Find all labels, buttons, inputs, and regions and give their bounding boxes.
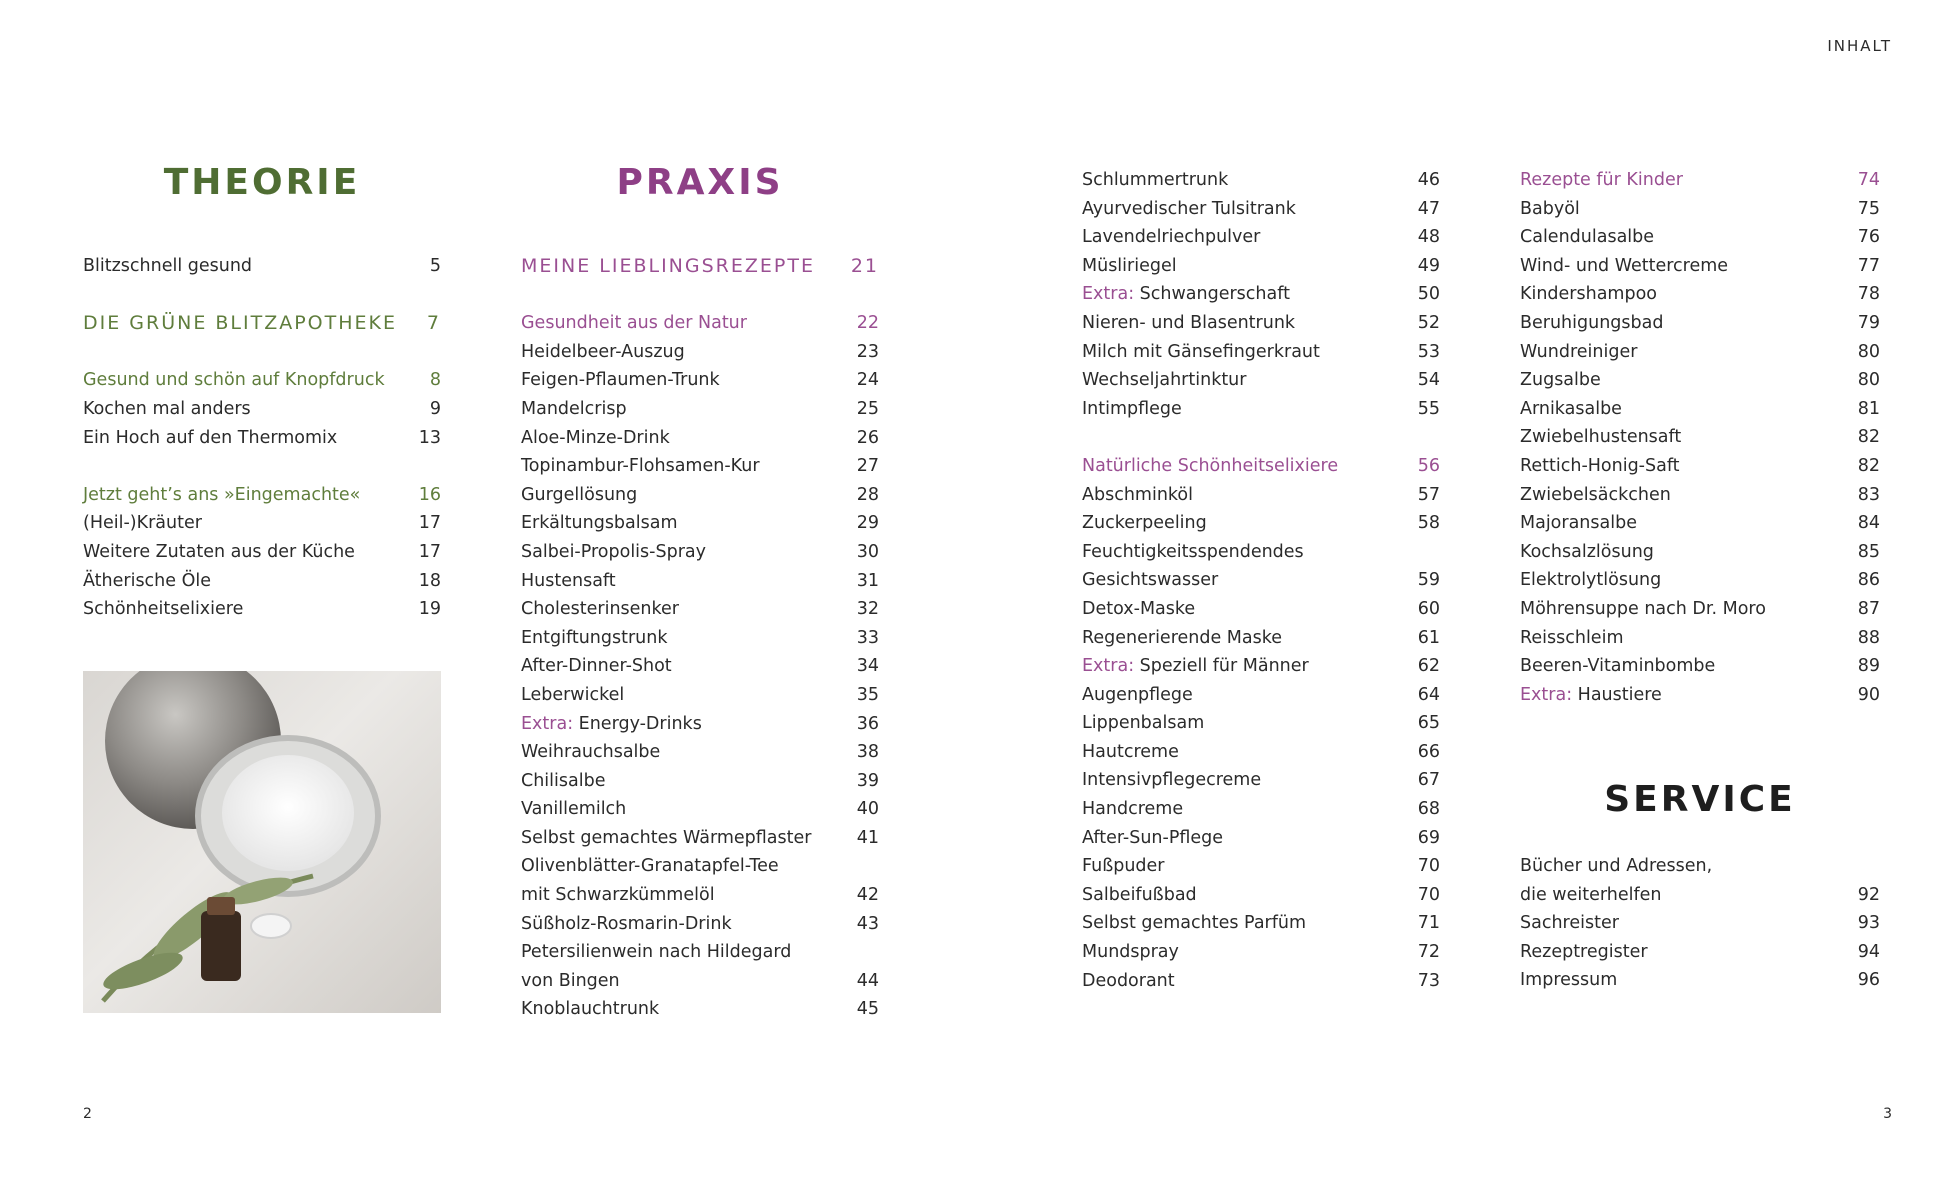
- toc-entry-page: 86: [1857, 570, 1880, 591]
- toc-entry-page: 39: [856, 770, 879, 791]
- toc-entry-page: 32: [856, 599, 879, 620]
- toc-entry-label: Zwiebelhustensaft: [1520, 427, 1682, 448]
- toc-entry-label: Petersilienwein nach Hildegard: [521, 942, 792, 963]
- extra-label: Haustiere: [1572, 684, 1662, 705]
- toc-entry[interactable]: [521, 338, 879, 367]
- toc-entry-label: [1520, 681, 1662, 710]
- toc-entry-page: 96: [1857, 970, 1880, 991]
- toc-entry-label: Süßholz-Rosmarin-Drink: [521, 913, 732, 934]
- toc-entry[interactable]: [1082, 395, 1440, 424]
- toc-entry-label: Ätherische Öle: [83, 570, 212, 591]
- toc-entry-label: Kochen mal anders: [83, 398, 251, 419]
- toc-entry-label: Beruhigungsbad: [1520, 312, 1664, 333]
- extra-prefix: Extra:: [1082, 656, 1135, 677]
- toc-entry-page: 67: [1417, 770, 1440, 791]
- toc-entry-page: 36: [856, 713, 879, 734]
- toc-entry-page: 66: [1417, 741, 1440, 762]
- toc-entry-label: Knoblauchtrunk: [521, 999, 660, 1020]
- toc-entry-page: 62: [1417, 656, 1440, 677]
- toc-entry[interactable]: [1520, 881, 1880, 910]
- toc-entry-page: 18: [418, 570, 441, 591]
- oil-bottle-neck: [207, 897, 235, 915]
- oil-bottle: [201, 911, 241, 981]
- toc-entry-label: Weitere Zutaten aus der Küche: [83, 541, 355, 562]
- toc-entry-label: Zwiebelsäckchen: [1520, 484, 1671, 505]
- toc-entry-page: 17: [418, 541, 441, 562]
- toc-entry-label: Schlummertrunk: [1082, 170, 1229, 190]
- toc-entry[interactable]: [521, 424, 879, 453]
- kinder-list: [1520, 166, 1880, 709]
- extra-prefix: Extra:: [1520, 684, 1573, 705]
- toc-entry-page: 30: [856, 541, 879, 562]
- toc-entry-label: Nieren- und Blasentrunk: [1082, 312, 1296, 333]
- toc-entry[interactable]: [83, 395, 441, 424]
- photo-illustration: [83, 671, 441, 1013]
- toc-entry[interactable]: [83, 567, 441, 596]
- toc-entry[interactable]: [521, 567, 879, 596]
- toc-entry[interactable]: [1520, 538, 1880, 567]
- toc-entry-label: Abschminköl: [1082, 484, 1193, 505]
- toc-entry-page: 68: [1417, 799, 1440, 820]
- page-number-right: 3: [1883, 1106, 1892, 1122]
- toc-entry-extra[interactable]: [1082, 280, 1440, 309]
- toc-entry-label: Hautcreme: [1082, 741, 1179, 762]
- toc-entry[interactable]: [1082, 766, 1440, 795]
- toc-entry-page: 16: [418, 484, 441, 505]
- toc-entry-label: Augenpflege: [1082, 684, 1193, 705]
- toc-entry[interactable]: [521, 910, 879, 939]
- section-label: INHALT: [1827, 37, 1892, 55]
- toc-entry[interactable]: [1520, 280, 1880, 309]
- toc-entry[interactable]: [1082, 595, 1440, 624]
- extra-prefix: Extra:: [1082, 284, 1135, 305]
- toc-entry[interactable]: [1520, 309, 1880, 338]
- toc-entry[interactable]: [1520, 452, 1880, 481]
- toc-entry-page: 55: [1417, 398, 1440, 419]
- toc-entry[interactable]: [1520, 395, 1880, 424]
- toc-entry-label: Salbei-Propolis-Spray: [521, 541, 706, 562]
- toc-entry-label: Impressum: [1520, 970, 1618, 991]
- toc-entry-extra[interactable]: [1520, 681, 1880, 710]
- toc-entry-page: 22: [856, 313, 879, 334]
- toc-entry-page: 50: [1417, 284, 1440, 305]
- toc-entry-page: 92: [1857, 884, 1880, 905]
- toc-entry-page: 74: [1857, 170, 1880, 190]
- toc-entry-label: Salbeifußbad: [1082, 884, 1197, 905]
- extra-prefix: Extra:: [521, 713, 574, 734]
- toc-entry-page: 48: [1417, 227, 1440, 248]
- toc-entry-page: 58: [1417, 513, 1440, 534]
- toc-entry[interactable]: [83, 595, 441, 624]
- toc-entry-page: 88: [1857, 627, 1880, 648]
- toc-entry-label: Erkältungsbalsam: [521, 513, 678, 534]
- toc-entry-label: Gesund und schön auf Knopfdruck: [83, 370, 385, 391]
- toc-entry[interactable]: [521, 852, 879, 881]
- toc-entry-page: 85: [1857, 541, 1880, 562]
- toc-entry-label: Lavendelriechpulver: [1082, 227, 1261, 248]
- toc-entry[interactable]: [1520, 652, 1880, 681]
- toc-entry-label: [1082, 652, 1309, 681]
- toc-entry[interactable]: [1082, 566, 1440, 595]
- toc-entry-label: DIE GRÜNE BLITZAPOTHEKE: [83, 312, 397, 335]
- toc-entry[interactable]: [521, 595, 879, 624]
- toc-entry[interactable]: [1082, 824, 1440, 853]
- toc-entry-label: Mandelcrisp: [521, 398, 627, 419]
- toc-entry-label: Babyöl: [1520, 198, 1580, 219]
- toc-entry[interactable]: [521, 481, 879, 510]
- toc-entry-page: 69: [1417, 827, 1440, 848]
- toc-entry-label: Gesundheit aus der Natur: [521, 313, 747, 334]
- toc-entry-label: Wind- und Wettercreme: [1520, 255, 1729, 276]
- theorie-heading: THEORIE: [163, 162, 361, 203]
- toc-entry[interactable]: [1082, 967, 1440, 996]
- toc-subsection[interactable]: [1520, 166, 1880, 195]
- toc-entry-page: 75: [1857, 198, 1880, 219]
- toc-entry-label: Wundreiniger: [1520, 341, 1638, 362]
- toc-entry[interactable]: [83, 252, 441, 281]
- toc-entry-label: Topinambur-Flohsamen-Kur: [521, 456, 760, 477]
- toc-entry[interactable]: [1520, 624, 1880, 653]
- toc-entry-page: 27: [856, 456, 879, 477]
- toc-entry-label: Arnikasalbe: [1520, 398, 1622, 419]
- toc-entry[interactable]: [1082, 309, 1440, 338]
- toc-entry-page: 26: [856, 427, 879, 448]
- sage-leaf: [99, 945, 186, 996]
- toc-entry[interactable]: [1082, 481, 1440, 510]
- toc-entry-page: 65: [1417, 713, 1440, 734]
- toc-entry-label: Handcreme: [1082, 799, 1184, 820]
- toc-entry-page: 21: [850, 255, 879, 277]
- toc-entry-label: Majoransalbe: [1520, 513, 1637, 534]
- toc-entry-page: 44: [856, 970, 879, 991]
- toc-entry[interactable]: [83, 509, 441, 538]
- toc-entry-label: [1082, 280, 1290, 309]
- toc-subsection[interactable]: [1082, 452, 1440, 481]
- toc-entry-page: 64: [1417, 684, 1440, 705]
- toc-entry-label: Rettich-Honig-Saft: [1520, 455, 1680, 476]
- toc-entry-page: 82: [1857, 427, 1880, 448]
- extra-label: Energy-Drinks: [573, 713, 702, 734]
- toc-entry-label: (Heil-)Kräuter: [83, 513, 202, 534]
- toc-chapter[interactable]: [521, 252, 879, 281]
- toc-entry-label: Mundspray: [1082, 942, 1179, 963]
- toc-entry[interactable]: [1520, 966, 1880, 995]
- toc-entry-page: 80: [1857, 370, 1880, 391]
- toc-entry-label: Regenerierende Maske: [1082, 627, 1283, 648]
- toc-entry-label: Lippenbalsam: [1082, 713, 1205, 734]
- toc-entry-page: 94: [1857, 941, 1880, 962]
- toc-entry-label: [521, 710, 702, 739]
- toc-entry-label: mit Schwarzkümmelöl: [521, 885, 715, 906]
- toc-entry[interactable]: [1520, 595, 1880, 624]
- toc-entry[interactable]: [1082, 909, 1440, 938]
- toc-entry-label: von Bingen: [521, 970, 620, 991]
- toc-entry[interactable]: [83, 538, 441, 567]
- toc-entry-page: 72: [1417, 942, 1440, 963]
- toc-entry-page: 49: [1417, 255, 1440, 276]
- toc-entry-page: 19: [418, 599, 441, 620]
- toc-entry-label: Milch mit Gänsefingerkraut: [1082, 341, 1320, 362]
- toc-entry-page: 59: [1417, 570, 1440, 591]
- toc-entry[interactable]: [1082, 252, 1440, 281]
- toc-entry[interactable]: [521, 881, 879, 910]
- toc-entry-label: Gesichtswasser: [1082, 570, 1219, 591]
- toc-entry-label: Selbst gemachtes Wärmepflaster: [521, 827, 812, 848]
- toc-entry[interactable]: [521, 652, 879, 681]
- toc-entry-label: Detox-Maske: [1082, 598, 1196, 619]
- toc-entry[interactable]: [1520, 223, 1880, 252]
- toc-entry-label: Rezeptregister: [1520, 941, 1648, 962]
- toc-entry-label: Hustensaft: [521, 570, 616, 591]
- toc-entry-page: 87: [1857, 598, 1880, 619]
- toc-entry-label: Ayurvedischer Tulsitrank: [1082, 198, 1296, 219]
- toc-entry-page: 33: [856, 627, 879, 648]
- toc-entry[interactable]: [1082, 938, 1440, 967]
- toc-entry-label: Gurgellösung: [521, 484, 638, 505]
- toc-entry[interactable]: [521, 795, 879, 824]
- toc-entry-page: 28: [856, 484, 879, 505]
- praxis-cont-list: [1082, 166, 1440, 995]
- toc-entry-label: Reisschleim: [1520, 627, 1624, 648]
- toc-entry-label: Beeren-Vitaminbombe: [1520, 656, 1716, 677]
- theorie-list: [83, 252, 441, 624]
- toc-entry[interactable]: [1082, 538, 1440, 567]
- toc-entry-label: After-Sun-Pflege: [1082, 827, 1224, 848]
- toc-entry-page: 79: [1857, 312, 1880, 333]
- toc-entry-label: Natürliche Schönheitselixiere: [1082, 455, 1339, 476]
- toc-entry-page: 84: [1857, 513, 1880, 534]
- extra-label: Schwangerschaft: [1134, 284, 1290, 305]
- toc-entry-label: Leberwickel: [521, 684, 625, 705]
- toc-entry[interactable]: [521, 509, 879, 538]
- toc-entry-label: die weiterhelfen: [1520, 884, 1662, 905]
- toc-entry-label: Vanillemilch: [521, 799, 627, 820]
- toc-entry-label: Weihrauchsalbe: [521, 742, 661, 763]
- toc-entry-page: 29: [856, 513, 879, 534]
- toc-entry[interactable]: [521, 395, 879, 424]
- extra-label: Speziell für Männer: [1134, 656, 1309, 677]
- toc-entry-page: 90: [1857, 684, 1880, 705]
- toc-entry-label: Elektrolytlösung: [1520, 570, 1662, 591]
- toc-entry-label: Heidelbeer-Auszug: [521, 341, 685, 362]
- toc-entry-extra[interactable]: [521, 710, 879, 739]
- toc-entry-page: 5: [429, 256, 441, 276]
- toc-entry-label: Jetzt geht’s ans »Eingemachte«: [83, 484, 361, 505]
- toc-entry-label: Kindershampoo: [1520, 284, 1658, 305]
- toc-entry-page: 35: [856, 684, 879, 705]
- toc-entry[interactable]: [1082, 166, 1440, 195]
- toc-entry-page: 83: [1857, 484, 1880, 505]
- toc-subsection[interactable]: [521, 309, 879, 338]
- toc-entry[interactable]: [1520, 909, 1880, 938]
- toc-entry[interactable]: [1520, 195, 1880, 224]
- toc-entry-page: 77: [1857, 255, 1880, 276]
- toc-entry-label: Feigen-Pflaumen-Trunk: [521, 370, 720, 391]
- praxis-list: [521, 252, 879, 1024]
- toc-entry[interactable]: [83, 424, 441, 453]
- toc-entry-page: 17: [418, 513, 441, 534]
- toc-entry[interactable]: [1082, 681, 1440, 710]
- toc-entry-page: 78: [1857, 284, 1880, 305]
- powder: [222, 755, 354, 871]
- toc-entry-page: 76: [1857, 227, 1880, 248]
- toc-entry-page: 42: [856, 885, 879, 906]
- toc-entry[interactable]: [1082, 223, 1440, 252]
- toc-entry[interactable]: [1520, 252, 1880, 281]
- toc-entry-page: 45: [856, 999, 879, 1020]
- toc-entry[interactable]: [1082, 509, 1440, 538]
- toc-entry-label: Wechseljahrtinktur: [1082, 370, 1247, 391]
- toc-entry-label: Müsliriegel: [1082, 255, 1177, 276]
- toc-entry-page: 8: [429, 370, 441, 391]
- service-list: [1520, 852, 1880, 995]
- toc-entry[interactable]: [1082, 738, 1440, 767]
- toc-entry[interactable]: [521, 452, 879, 481]
- toc-entry[interactable]: [521, 767, 879, 796]
- toc-entry-page: 60: [1417, 598, 1440, 619]
- toc-entry-label: Entgiftungstrunk: [521, 627, 668, 648]
- toc-subsection[interactable]: [83, 481, 441, 510]
- toc-entry-page: 31: [856, 570, 879, 591]
- toc-entry[interactable]: [521, 938, 879, 967]
- toc-entry-page: 70: [1417, 884, 1440, 905]
- toc-entry[interactable]: [1520, 566, 1880, 595]
- toc-entry[interactable]: [521, 538, 879, 567]
- page-number-left: 2: [83, 1106, 92, 1122]
- toc-entry-page: 13: [418, 427, 441, 448]
- toc-entry-label: Intimpflege: [1082, 398, 1182, 419]
- toc-entry-label: After-Dinner-Shot: [521, 656, 672, 677]
- toc-entry-label: Rezepte für Kinder: [1520, 170, 1683, 190]
- toc-entry-label: Feuchtigkeitsspendendes: [1082, 541, 1304, 562]
- service-heading: SERVICE: [1604, 779, 1796, 820]
- toc-entry[interactable]: [1520, 481, 1880, 510]
- toc-entry-label: Deodorant: [1082, 970, 1175, 991]
- toc-entry-label: Olivenblätter-Granatapfel-Tee: [521, 856, 779, 877]
- toc-entry[interactable]: [1082, 709, 1440, 738]
- toc-entry-page: 73: [1417, 970, 1440, 991]
- toc-entry-page: 43: [856, 913, 879, 934]
- toc-entry[interactable]: [521, 366, 879, 395]
- toc-entry[interactable]: [1082, 338, 1440, 367]
- toc-entry-page: 40: [856, 799, 879, 820]
- toc-entry-label: Bücher und Adressen,: [1520, 856, 1713, 876]
- toc-entry[interactable]: [1082, 881, 1440, 910]
- toc-entry-page: 9: [429, 398, 441, 419]
- toc-entry-page: 25: [856, 398, 879, 419]
- toc-entry-label: Zugsalbe: [1520, 370, 1601, 391]
- toc-entry-page: 23: [856, 341, 879, 362]
- toc-entry-label: Chilisalbe: [521, 770, 606, 791]
- toc-entry[interactable]: [1520, 423, 1880, 452]
- toc-entry[interactable]: [1082, 852, 1440, 881]
- toc-entry-label: MEINE LIEBLINGSREZEPTE: [521, 255, 815, 277]
- toc-entry-label: Calendulasalbe: [1520, 227, 1655, 248]
- toc-entry-label: Kochsalzlösung: [1520, 541, 1654, 562]
- toc-entry-label: Sachreister: [1520, 913, 1619, 934]
- toc-entry-page: 82: [1857, 455, 1880, 476]
- toc-entry[interactable]: [521, 824, 879, 853]
- toc-entry-label: Aloe-Minze-Drink: [521, 427, 670, 448]
- toc-entry-label: Blitzschnell gesund: [83, 256, 253, 276]
- toc-entry[interactable]: [521, 967, 879, 996]
- toc-chapter[interactable]: [83, 309, 441, 338]
- toc-entry[interactable]: [1082, 795, 1440, 824]
- toc-entry-label: Zuckerpeeling: [1082, 513, 1207, 534]
- toc-entry-extra[interactable]: [1082, 652, 1440, 681]
- toc-entry-page: 61: [1417, 627, 1440, 648]
- toc-entry-page: 46: [1417, 170, 1440, 190]
- toc-entry-label: Möhrensuppe nach Dr. Moro: [1520, 598, 1766, 619]
- toc-entry-label: Selbst gemachtes Parfüm: [1082, 913, 1307, 934]
- toc-entry-page: 81: [1857, 398, 1880, 419]
- toc-entry-page: 52: [1417, 312, 1440, 333]
- toc-entry-page: 89: [1857, 656, 1880, 677]
- toc-entry[interactable]: [1520, 938, 1880, 967]
- bottle-cap: [251, 914, 291, 938]
- toc-entry[interactable]: [1520, 338, 1880, 367]
- toc-entry-page: 70: [1417, 856, 1440, 877]
- toc-entry[interactable]: [521, 624, 879, 653]
- toc-subsection[interactable]: [83, 366, 441, 395]
- toc-entry[interactable]: [1082, 366, 1440, 395]
- toc-entry-label: Schönheitselixiere: [83, 599, 244, 620]
- toc-entry-page: 34: [856, 656, 879, 677]
- product-photo: [83, 671, 441, 1013]
- toc-entry[interactable]: [1520, 509, 1880, 538]
- toc-entry-page: 24: [856, 370, 879, 391]
- toc-entry-page: 53: [1417, 341, 1440, 362]
- toc-entry-page: 7: [426, 312, 441, 335]
- toc-entry-page: 56: [1417, 455, 1440, 476]
- toc-entry-page: 80: [1857, 341, 1880, 362]
- toc-entry-page: 47: [1417, 198, 1440, 219]
- toc-entry-page: 38: [856, 742, 879, 763]
- toc-entry[interactable]: [1520, 366, 1880, 395]
- toc-entry[interactable]: [1082, 195, 1440, 224]
- toc-entry-page: 57: [1417, 484, 1440, 505]
- praxis-heading: PRAXIS: [616, 162, 784, 203]
- toc-entry-page: 41: [856, 827, 879, 848]
- toc-entry[interactable]: [521, 681, 879, 710]
- toc-entry[interactable]: [521, 738, 879, 767]
- toc-entry-label: Intensivpflegecreme: [1082, 770, 1262, 791]
- toc-entry-page: 54: [1417, 370, 1440, 391]
- toc-entry[interactable]: [1082, 624, 1440, 653]
- toc-entry[interactable]: [521, 995, 879, 1024]
- toc-entry-label: Fußpuder: [1082, 856, 1165, 877]
- toc-entry-label: Ein Hoch auf den Thermomix: [83, 427, 338, 448]
- toc-entry[interactable]: [1520, 852, 1880, 881]
- toc-entry-label: Cholesterinsenker: [521, 599, 679, 620]
- toc-entry-page: 71: [1417, 913, 1440, 934]
- toc-entry-page: 93: [1857, 913, 1880, 934]
